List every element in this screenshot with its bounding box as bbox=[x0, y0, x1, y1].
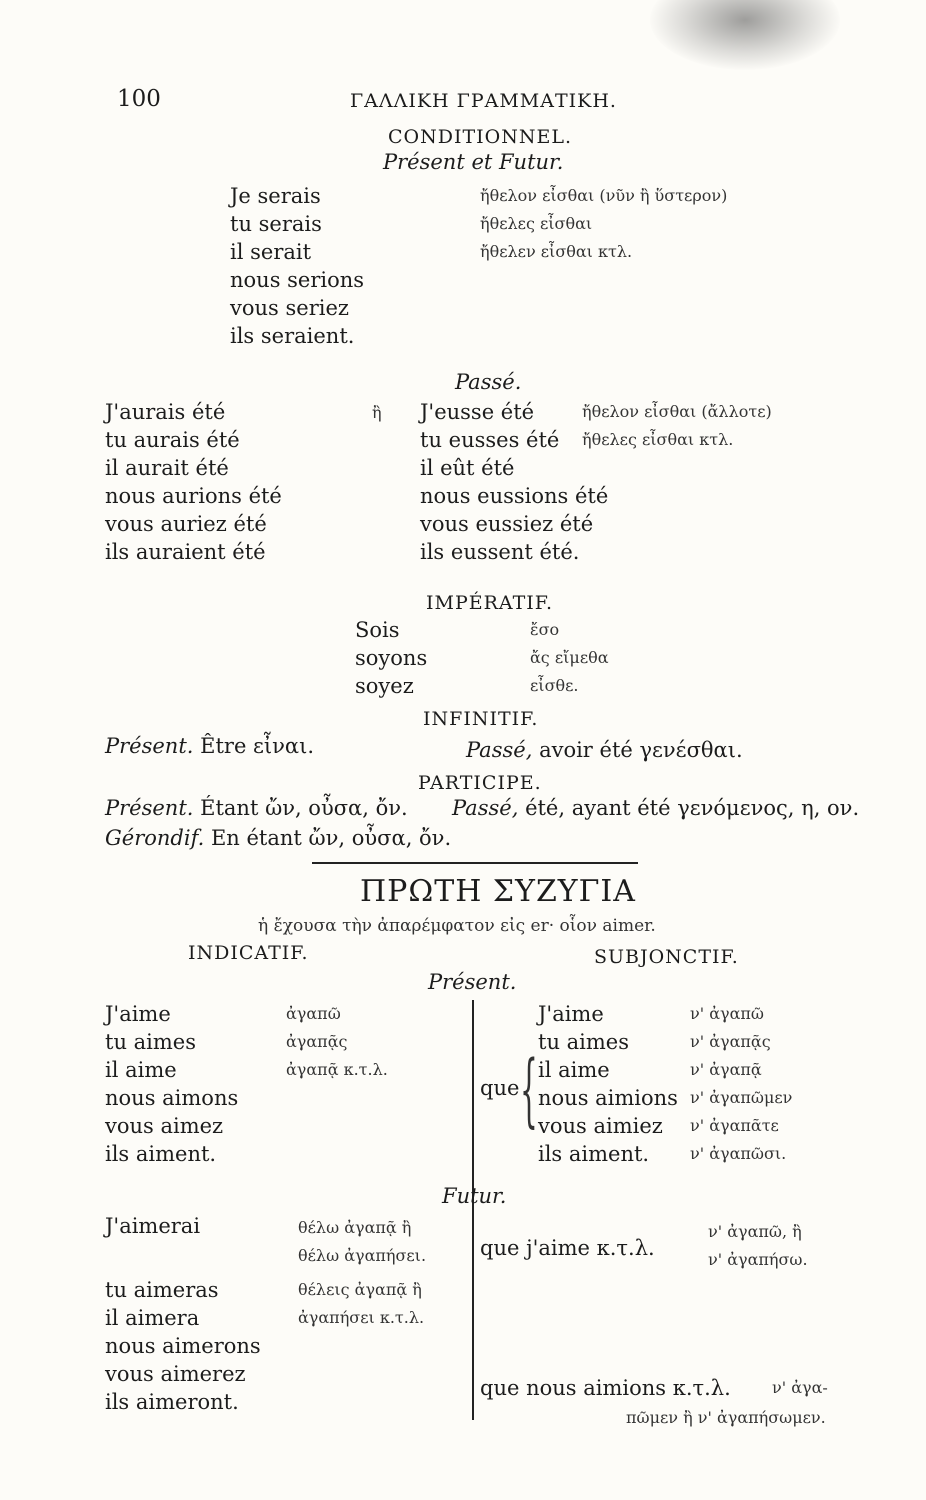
futur-rest-french bbox=[105, 1276, 261, 1416]
subj-futur-first: que j'aime κ.τ.λ. bbox=[480, 1236, 655, 1260]
conjugation-line: nous aimions bbox=[538, 1086, 678, 1110]
present-text: Être εἶναι. bbox=[200, 734, 315, 758]
conjugation-line: tu aimes bbox=[105, 1030, 196, 1054]
infinitif-present bbox=[105, 734, 314, 758]
conditionnel-heading: CONDITIONNEL. bbox=[388, 126, 573, 148]
subjonctif-present-french bbox=[538, 1000, 678, 1168]
greek-line: ἤθελες εἶσθαι bbox=[480, 214, 593, 233]
present-heading: Présent. bbox=[428, 970, 517, 994]
present-futur-heading: Présent et Futur. bbox=[383, 150, 564, 174]
subjonctif-present-greek bbox=[690, 1000, 792, 1168]
column-divider bbox=[472, 1000, 474, 1420]
greek-line: ἀγαπῶ bbox=[286, 1004, 341, 1023]
conjugation-line: il serait bbox=[230, 240, 312, 264]
conjugation-line: il eût été bbox=[420, 456, 515, 480]
greek-line: ν' ἀγαπήσω. bbox=[708, 1250, 808, 1269]
conjugation-line: vous aimerez bbox=[105, 1362, 246, 1386]
conjugation-line: il aime bbox=[105, 1058, 177, 1082]
gerondif-text: En étant ὤν, οὖσα, ὄν. bbox=[210, 826, 452, 850]
infinitif-heading: INFINITIF. bbox=[423, 708, 539, 730]
subj-futur-second-greek-2: πῶμεν ἢ ν' ἀγαπήσωμεν. bbox=[626, 1408, 826, 1427]
conjugation-line: ils auraient été bbox=[105, 540, 266, 564]
futur-rest-greek bbox=[298, 1276, 424, 1332]
greek-line: θέλεις ἀγαπᾷ ἢ bbox=[298, 1280, 422, 1299]
greek-line: ν' ἀγαπῶ, ἢ bbox=[708, 1222, 802, 1241]
conjugation-line: ils seraient. bbox=[230, 324, 355, 348]
greek-line: εἶσθε. bbox=[530, 676, 579, 695]
conditionnel-present-french bbox=[230, 182, 364, 350]
conjugation-subtitle: ἡ ἔχουσα τὴν ἀπαρέμφατον εἰς er· οἷον aimer. bbox=[258, 916, 656, 936]
greek-line: ἤθελες εἶσθαι κτλ. bbox=[582, 430, 734, 449]
futur-heading: Futur. bbox=[442, 1184, 507, 1208]
imperatif-french bbox=[355, 616, 427, 700]
subj-futur-first-greek bbox=[708, 1218, 808, 1274]
conjugation-line: nous aurions été bbox=[105, 484, 282, 508]
conditionnel-passe-greek bbox=[582, 398, 772, 454]
conjugation-line: J'aime bbox=[538, 1002, 604, 1026]
conjugation-line: tu aurais été bbox=[105, 428, 240, 452]
imperatif-greek bbox=[530, 616, 609, 700]
conjugation-line: il aime bbox=[538, 1058, 610, 1082]
conjugation-line: ils aiment. bbox=[105, 1142, 217, 1166]
greek-line: θέλω ἀγαπήσει. bbox=[298, 1246, 427, 1265]
present-text: Étant ὤν, οὖσα, ὄν. bbox=[200, 796, 408, 820]
passe-text: été, ayant été γενόμενος, η, ον. bbox=[525, 796, 860, 820]
passe-label: Passé, bbox=[466, 738, 533, 762]
conjugation-line: tu aimes bbox=[538, 1030, 629, 1054]
conjugation-line: tu serais bbox=[230, 212, 322, 236]
passe-heading: Passé. bbox=[455, 370, 522, 394]
conjugation-title: ΠΡΩΤΗ ΣΥΖΥΓΙΑ bbox=[360, 874, 636, 909]
present-label: Présent. bbox=[105, 734, 194, 758]
greek-line: ν' ἀγαπᾷ bbox=[690, 1060, 762, 1079]
or-word: ἢ bbox=[372, 403, 382, 422]
conjugation-line: il aurait été bbox=[105, 456, 229, 480]
greek-line: ἤθελον εἶσθαι (ἄλλοτε) bbox=[582, 402, 772, 421]
conjugation-line: Sois bbox=[355, 618, 400, 642]
participe-heading: PARTICIPE. bbox=[418, 772, 542, 794]
greek-line: ἀγαπήσει κ.τ.λ. bbox=[298, 1308, 425, 1327]
conjugation-line: nous aimons bbox=[105, 1086, 239, 1110]
conditionnel-passe-first bbox=[105, 398, 282, 566]
indicatif-present-french bbox=[105, 1000, 238, 1168]
conjugation-line: nous eussions été bbox=[420, 484, 609, 508]
infinitif-passe bbox=[466, 738, 743, 762]
greek-line: ἀγαπᾷ κ.τ.λ. bbox=[286, 1060, 388, 1079]
conjugation-line: vous seriez bbox=[230, 296, 349, 320]
conditionnel-present-greek bbox=[480, 182, 727, 266]
indicatif-present-greek bbox=[286, 1000, 388, 1084]
conjugation-line: nous serions bbox=[230, 268, 365, 292]
passe-label: Passé, bbox=[452, 796, 519, 820]
conjugation-line: vous auriez été bbox=[105, 512, 267, 536]
participe-present bbox=[105, 796, 408, 820]
conditionnel-passe-second bbox=[420, 398, 608, 566]
futur-first-greek bbox=[298, 1214, 426, 1270]
brace-icon: { bbox=[520, 1043, 538, 1136]
conjugation-line: vous aimiez bbox=[538, 1114, 663, 1138]
participe-passe bbox=[452, 796, 859, 820]
conjugation-line: vous aimez bbox=[105, 1114, 224, 1138]
gerondif bbox=[105, 826, 451, 850]
conjugation-line: ils eussent été. bbox=[420, 540, 580, 564]
conjugation-line: J'aurais été bbox=[105, 400, 226, 424]
conjugation-line: J'eusse été bbox=[420, 400, 535, 424]
running-title: ΓΑΛΛΙΚΗ ΓΡΑΜΜΑΤΙΚΗ. bbox=[350, 90, 617, 112]
subj-futur-second-greek-1: ν' ἀγα- bbox=[772, 1378, 828, 1397]
subjonctif-label: SUBJONCTIF. bbox=[594, 946, 739, 968]
section-divider bbox=[312, 862, 638, 864]
greek-line: ν' ἀγαπᾷς bbox=[690, 1032, 771, 1051]
conjugation-line: tu aimeras bbox=[105, 1278, 219, 1302]
conjugation-line: vous eussiez été bbox=[420, 512, 594, 536]
page-number: 100 bbox=[117, 86, 161, 112]
conjugation-line: tu eusses été bbox=[420, 428, 560, 452]
imperatif-heading: IMPÉRATIF. bbox=[426, 592, 554, 614]
conjugation-line: Je serais bbox=[230, 184, 321, 208]
greek-line: ν' ἀγαπῶσι. bbox=[690, 1144, 787, 1163]
greek-line: θέλω ἀγαπᾷ ἢ bbox=[298, 1218, 412, 1237]
greek-line: ἤθελεν εἶσθαι κτλ. bbox=[480, 242, 633, 261]
conjugation-line: il aimera bbox=[105, 1306, 200, 1330]
greek-line: ἔσο bbox=[530, 620, 560, 639]
greek-line: ν' ἀγαπᾶτε bbox=[690, 1116, 779, 1135]
passe-text: avoir été γενέσθαι. bbox=[539, 738, 743, 762]
futur-first: J'aimerai bbox=[105, 1214, 201, 1238]
greek-line: ν' ἀγαπῶμεν bbox=[690, 1088, 793, 1107]
ink-stain bbox=[650, 0, 840, 70]
gerondif-label: Gérondif. bbox=[105, 826, 205, 850]
present-label: Présent. bbox=[105, 796, 194, 820]
greek-line: ἀγαπᾷς bbox=[286, 1032, 348, 1051]
indicatif-label: INDICATIF. bbox=[188, 942, 309, 964]
greek-line: ἄς εἴμεθα bbox=[530, 648, 609, 667]
conjugation-line: J'aime bbox=[105, 1002, 171, 1026]
conjugation-line: ils aiment. bbox=[538, 1142, 650, 1166]
conjugation-line: soyons bbox=[355, 646, 428, 670]
que-label: que bbox=[480, 1076, 520, 1100]
greek-line: ν' ἀγαπῶ bbox=[690, 1004, 764, 1023]
conjugation-line: soyez bbox=[355, 674, 414, 698]
greek-line: ἤθελον εἶσθαι (νῦν ἢ ὕστερον) bbox=[480, 186, 728, 205]
conjugation-line: nous aimerons bbox=[105, 1334, 261, 1358]
conjugation-line: ils aimeront. bbox=[105, 1390, 239, 1414]
subj-futur-second: que nous aimions κ.τ.λ. bbox=[480, 1376, 731, 1400]
